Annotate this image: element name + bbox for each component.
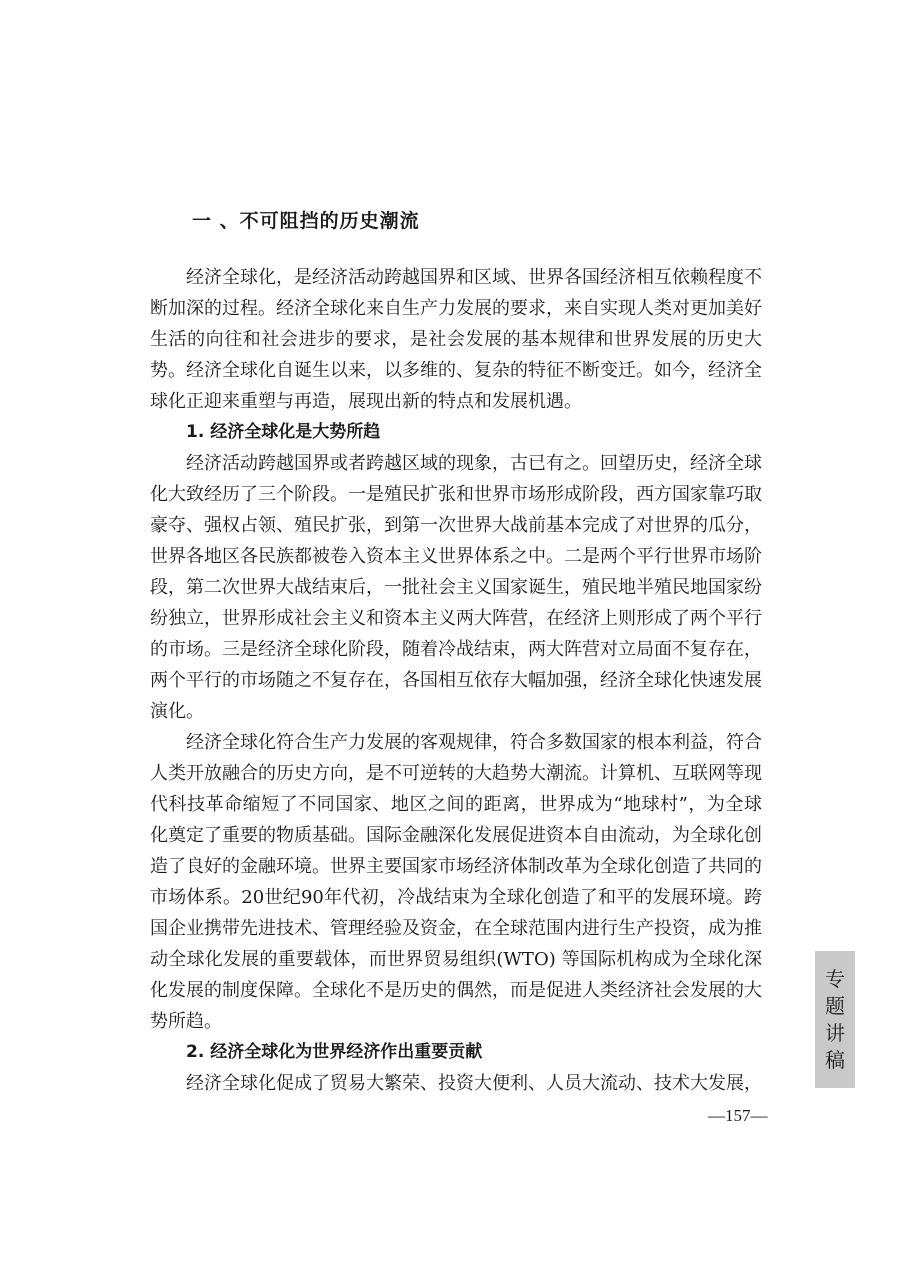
side-tab-char: 稿 bbox=[825, 1047, 845, 1072]
paragraph-contribution: 经济全球化促成了贸易大繁荣、投资大便利、人员大流动、技术大发展， bbox=[186, 1073, 762, 1094]
page-number: —157— bbox=[708, 1106, 768, 1125]
subheading-2: 2. 经济全球化为世界经济作出重要贡献 bbox=[186, 1042, 483, 1062]
side-tab-char: 讲 bbox=[825, 1020, 845, 1045]
side-tab-char: 专 bbox=[825, 966, 845, 991]
paragraph-intro: 经济全球化，是经济活动跨越国界和区域、世界各国经济相互依赖程度不断加深的过程。经济全球化来自生产力发展的要求，来自实现人类对更加美好生活的向往和社会进步的要求，是社会发展的基本规律和世界发展的历史大势。经济全球化自诞生以来，以多维的、复杂的特征不断变迁。如今，经济全球化正迎来重塑与再造，展现出新的特点和发展机遇。 bbox=[150, 267, 762, 412]
side-tab bbox=[815, 951, 855, 1088]
paragraph-trend: 经济全球化符合生产力发展的客观规律，符合多数国家的根本利益，符合人类开放融合的历史方向，是不可逆转的大趋势大潮流。计算机、互联网等现代科技革命缩短了不同国家、地区之间的距离，世界成为“地球村”，为全球化奠定了重要的物质基础。国际金融深化发展促进资本自由流动，为全球化创造了良好的金融环境。世界主要国家市场经济体制改革为全球化创造了共同的市场体系。20世纪90年代初，冷战结束为全球化创造了和平的发展环境。跨国企业携带先进技术、管理经验及资金，在全球范围内进行生产投资，成为推动全球化发展的重要载体，而世界贸易组织(WTO) 等国际机构成为全球化深化发展的制度保障。全球化不是历史的偶然，而是促进人类经济社会发展的大势所趋。 bbox=[150, 732, 762, 1032]
side-tab-char: 题 bbox=[825, 993, 845, 1018]
subheading-1: 1. 经济全球化是大势所趋 bbox=[186, 422, 381, 442]
paragraph-history: 经济活动跨越国界或者跨越区域的现象，古已有之。回望历史，经济全球化大致经历了三个阶段。一是殖民扩张和世界市场形成阶段，西方国家靠巧取豪夺、强权占领、殖民扩张，到第一次世界大战前基本完成了对世界的瓜分，世界各地区各民族都被卷入资本主义世界体系之中。二是两个平行世界市场阶段，第二次世界大战结束后，一批社会主义国家诞生，殖民地半殖民地国家纷纷独立，世界形成社会主义和资本主义两大阵营，在经济上则形成了两个平行的市场。三是经济全球化阶段，随着冷战结束，两大阵营对立局面不复存在，两个平行的市场随之不复存在，各国相互依存大幅加强，经济全球化快速发展演化。 bbox=[150, 453, 762, 722]
section-title: 一 、不可阻挡的历史潮流 bbox=[192, 210, 420, 232]
body-text bbox=[150, 262, 762, 1099]
